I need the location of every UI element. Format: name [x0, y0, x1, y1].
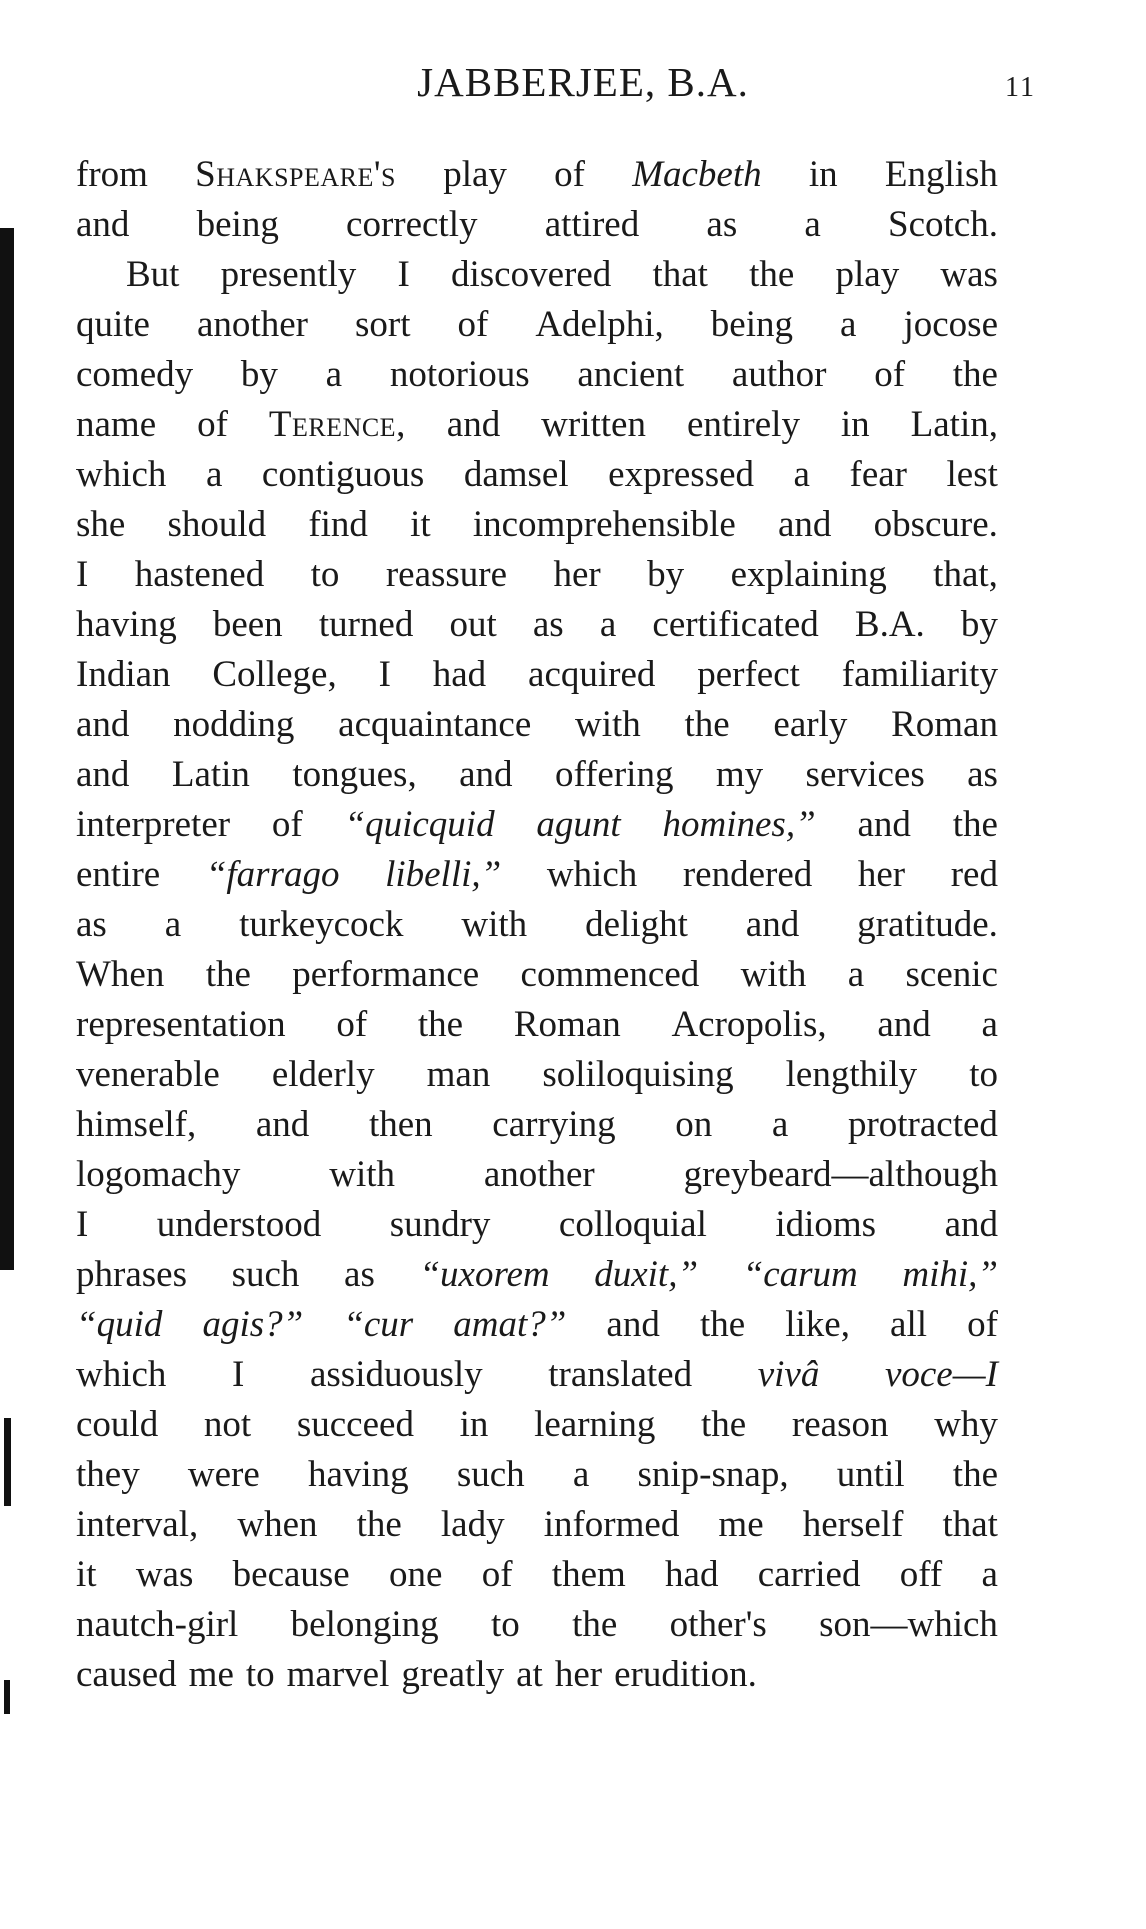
- word: a: [793, 454, 810, 495]
- word: should: [167, 504, 267, 545]
- word: logomachy: [76, 1154, 241, 1195]
- word: vivâ: [757, 1354, 820, 1395]
- word: me: [718, 1504, 764, 1545]
- word: notorious: [389, 354, 530, 395]
- word: Roman: [513, 1004, 621, 1045]
- word: duxit,”: [594, 1254, 699, 1295]
- word: out: [449, 604, 497, 645]
- word: Macbeth: [632, 154, 762, 195]
- text-line: [76, 1600, 998, 1650]
- word: of: [197, 404, 228, 445]
- word: marvel: [286, 1654, 390, 1695]
- word: name: [76, 404, 157, 445]
- word: the: [684, 704, 730, 745]
- word: B.A.: [854, 604, 925, 645]
- word: attired: [544, 204, 640, 245]
- word: by: [647, 554, 685, 595]
- text-line: [76, 800, 998, 850]
- scan-edge-mark-tail: [4, 1680, 10, 1714]
- word: of: [967, 1304, 998, 1345]
- word: phrases: [76, 1254, 187, 1295]
- word: and: [745, 904, 800, 945]
- word: in: [459, 1404, 489, 1445]
- word: it: [76, 1554, 97, 1595]
- word: services: [805, 754, 925, 795]
- word: Terence,: [268, 404, 406, 445]
- word: the: [952, 804, 998, 845]
- text-line: [76, 950, 998, 1000]
- text-line: [76, 700, 998, 750]
- word: of: [554, 154, 585, 195]
- word: which: [76, 1354, 167, 1395]
- word: nodding: [173, 704, 295, 745]
- word: had: [665, 1554, 719, 1595]
- word: reason: [791, 1404, 889, 1445]
- word: caused: [76, 1654, 177, 1695]
- text-line: [76, 1200, 998, 1250]
- word: reassure: [385, 554, 508, 595]
- page-header: [0, 52, 1146, 112]
- text-line: [76, 350, 998, 400]
- text-line: [76, 500, 998, 550]
- word: I: [378, 654, 391, 695]
- word: informed: [543, 1504, 680, 1545]
- text-line: [76, 1000, 998, 1050]
- word: having: [76, 604, 177, 645]
- word: and: [76, 754, 130, 795]
- word: the: [952, 354, 998, 395]
- text-line: [76, 850, 998, 900]
- word: voce—I: [884, 1354, 998, 1395]
- word: all: [890, 1304, 928, 1345]
- word: been: [212, 604, 283, 645]
- text-line: [76, 550, 998, 600]
- word: the: [356, 1504, 402, 1545]
- word: by: [240, 354, 278, 395]
- word: a: [599, 604, 617, 645]
- word: certificated: [652, 604, 819, 645]
- word: Acropolis,: [671, 1004, 827, 1045]
- word: I: [76, 1204, 89, 1245]
- page-number: 11: [1005, 72, 1036, 103]
- text-line: [76, 250, 998, 300]
- word: elderly: [271, 1054, 375, 1095]
- word: agunt: [536, 804, 621, 845]
- word: and: [778, 504, 832, 545]
- word: when: [237, 1504, 318, 1545]
- word: “carum: [742, 1254, 858, 1295]
- word: interval,: [76, 1504, 199, 1545]
- word: acquaintance: [338, 704, 532, 745]
- word: which: [546, 854, 638, 895]
- word: play: [835, 254, 900, 295]
- word: as: [967, 754, 998, 795]
- word: could: [76, 1404, 159, 1445]
- text-line: [76, 1250, 998, 1300]
- text-line: [76, 1300, 998, 1350]
- word: rendered: [682, 854, 813, 895]
- word: to: [969, 1054, 998, 1095]
- word: of: [481, 1554, 513, 1595]
- word: I: [397, 254, 410, 295]
- word: herself: [802, 1504, 904, 1545]
- word: her: [554, 1654, 603, 1695]
- word: delight: [585, 904, 688, 945]
- word: was: [135, 1554, 194, 1595]
- text-line: [76, 650, 998, 700]
- word: a: [205, 454, 223, 495]
- word: which: [76, 454, 167, 495]
- word: erudition.: [614, 1654, 757, 1695]
- word: and: [459, 754, 513, 795]
- word: performance: [292, 954, 480, 995]
- word: her: [857, 854, 906, 895]
- word: play: [443, 154, 507, 195]
- word: of: [457, 304, 489, 345]
- word: them: [551, 1554, 626, 1595]
- text-line: [76, 400, 998, 450]
- word: by: [960, 604, 998, 645]
- word: son—which: [819, 1604, 998, 1645]
- scan-edge-mark-bottom: [4, 1418, 11, 1506]
- word: mihi,”: [902, 1254, 998, 1295]
- word: fear: [849, 454, 907, 495]
- word: as: [344, 1254, 375, 1295]
- text-line: [76, 450, 998, 500]
- word: then: [368, 1104, 433, 1145]
- word: from: [76, 154, 148, 195]
- word: it: [410, 504, 431, 545]
- word: “farrago: [205, 854, 340, 895]
- word: I: [76, 554, 89, 595]
- word: hastened: [134, 554, 265, 595]
- word: translated: [548, 1354, 693, 1395]
- word: such: [231, 1254, 300, 1295]
- word: and: [857, 804, 911, 845]
- word: such: [456, 1454, 525, 1495]
- word: her: [553, 554, 601, 595]
- word: “quid: [76, 1304, 163, 1345]
- word: idioms: [775, 1204, 877, 1245]
- text-line: [76, 200, 998, 250]
- word: learning: [534, 1404, 656, 1445]
- word: Scotch.: [888, 204, 998, 245]
- word: a: [325, 354, 343, 395]
- text-line: [76, 1550, 998, 1600]
- word: and: [446, 404, 501, 445]
- word: the: [699, 1304, 746, 1345]
- word: find: [308, 504, 368, 545]
- word: amat?”: [453, 1304, 567, 1345]
- word: turned: [318, 604, 414, 645]
- word: was: [940, 254, 998, 295]
- word: expressed: [608, 454, 755, 495]
- word: that: [652, 254, 708, 295]
- text-line: [76, 1450, 998, 1500]
- word: as: [532, 604, 564, 645]
- word: Roman: [891, 704, 998, 745]
- word: “quicquid: [344, 804, 495, 845]
- text-line: [76, 1100, 998, 1150]
- word: like,: [785, 1304, 850, 1345]
- running-title: JABBERJEE, B.A.: [417, 59, 749, 105]
- word: early: [773, 704, 848, 745]
- word: and: [76, 704, 130, 745]
- word: with: [329, 1154, 395, 1195]
- word: having: [307, 1454, 409, 1495]
- word: had: [432, 654, 487, 695]
- word: carrying: [492, 1104, 616, 1145]
- word: carried: [757, 1554, 861, 1595]
- word: I: [232, 1354, 245, 1395]
- text-line: [76, 300, 998, 350]
- word: greatly: [401, 1654, 505, 1695]
- word: another: [483, 1154, 595, 1195]
- word: with: [461, 904, 528, 945]
- text-line: [76, 1050, 998, 1100]
- word: that,: [933, 554, 998, 595]
- word: as: [76, 904, 107, 945]
- word: obscure.: [873, 504, 998, 545]
- word: entirely: [686, 404, 800, 445]
- word: with: [740, 954, 807, 995]
- text-line: [76, 1500, 998, 1550]
- word: Indian: [76, 654, 171, 695]
- word: offering: [554, 754, 674, 795]
- text-line: [76, 1150, 998, 1200]
- word: soliloquising: [542, 1054, 734, 1095]
- word: a: [981, 1004, 998, 1045]
- word: presently: [220, 254, 357, 295]
- word: snip-snap,: [637, 1454, 789, 1495]
- word: Latin: [171, 754, 250, 795]
- word: being: [196, 204, 279, 245]
- scan-edge-mark-top: [0, 228, 14, 1270]
- word: ancient: [577, 354, 685, 395]
- word: tongues,: [292, 754, 417, 795]
- word: assiduously: [309, 1354, 483, 1395]
- word: homines,”: [662, 804, 816, 845]
- word: comedy: [76, 354, 194, 395]
- word: the: [417, 1004, 464, 1045]
- word: as: [706, 204, 738, 245]
- word: until: [836, 1454, 905, 1495]
- word: and: [255, 1104, 310, 1145]
- word: “uxorem: [419, 1254, 550, 1295]
- word: lest: [946, 454, 998, 495]
- word: a: [981, 1554, 998, 1595]
- word: “cur: [343, 1304, 414, 1345]
- word: in: [840, 404, 870, 445]
- word: damsel: [463, 454, 569, 495]
- word: sort: [354, 304, 411, 345]
- word: discovered: [450, 254, 612, 295]
- word: to: [245, 1654, 275, 1695]
- word: a: [847, 954, 865, 995]
- word: a: [572, 1454, 590, 1495]
- word: and: [877, 1004, 931, 1045]
- word: Latin,: [910, 404, 998, 445]
- word: on: [675, 1104, 713, 1145]
- word: they: [76, 1454, 140, 1495]
- word: perfect: [697, 654, 800, 695]
- text-line: [76, 150, 998, 200]
- word: and: [944, 1204, 998, 1245]
- word: a: [804, 204, 821, 245]
- word: turkeycock: [239, 904, 404, 945]
- text-line: [76, 1650, 998, 1700]
- word: me: [188, 1654, 234, 1695]
- word: colloquial: [558, 1204, 707, 1245]
- word: other's: [669, 1604, 767, 1645]
- word: College,: [212, 654, 337, 695]
- word: greybeard—although: [683, 1154, 998, 1195]
- word: to: [491, 1604, 520, 1645]
- word: quite: [76, 304, 150, 345]
- text-line: [76, 900, 998, 950]
- word: red: [950, 854, 998, 895]
- word: the: [749, 254, 795, 295]
- word: familiarity: [841, 654, 998, 695]
- word: belonging: [290, 1604, 439, 1645]
- word: with: [574, 704, 641, 745]
- word: the: [205, 954, 251, 995]
- word: acquired: [528, 654, 656, 695]
- word: agis?”: [202, 1304, 304, 1345]
- body-text: [76, 150, 998, 1700]
- word: lady: [440, 1504, 505, 1545]
- word: explaining: [730, 554, 887, 595]
- word: scenic: [905, 954, 998, 995]
- word: venerable: [76, 1054, 220, 1095]
- text-line: [76, 1400, 998, 1450]
- text-line: [76, 600, 998, 650]
- word: gratitude.: [857, 904, 998, 945]
- word: the: [572, 1604, 618, 1645]
- word: she: [76, 504, 126, 545]
- word: and: [76, 204, 130, 245]
- word: a: [771, 1104, 789, 1145]
- word: to: [310, 554, 340, 595]
- word: author: [731, 354, 827, 395]
- word: and: [606, 1304, 660, 1345]
- word: were: [187, 1454, 260, 1495]
- word: another: [197, 304, 308, 345]
- word: the: [952, 1454, 998, 1495]
- word: Shakspeare's: [195, 154, 396, 195]
- word: incomprehensible: [472, 504, 736, 545]
- word: lengthily: [785, 1054, 918, 1095]
- word: my: [715, 754, 764, 795]
- word: entire: [76, 854, 161, 895]
- word: libelli,”: [385, 854, 502, 895]
- word: Adelphi,: [535, 304, 664, 345]
- word: understood: [156, 1204, 322, 1245]
- word: the: [701, 1404, 747, 1445]
- word: of: [336, 1004, 368, 1045]
- word: one: [389, 1554, 443, 1595]
- word: because: [232, 1554, 350, 1595]
- word: written: [541, 404, 646, 445]
- word: why: [934, 1404, 998, 1445]
- word: correctly: [346, 204, 478, 245]
- text-line: [76, 1350, 998, 1400]
- word: jocose: [903, 304, 998, 345]
- word: But: [126, 254, 180, 295]
- word: a: [840, 304, 857, 345]
- word: nautch-girl: [76, 1604, 239, 1645]
- word: a: [164, 904, 182, 945]
- word: English: [884, 154, 998, 195]
- word: of: [874, 354, 906, 395]
- word: sundry: [389, 1204, 491, 1245]
- word: protracted: [847, 1104, 998, 1145]
- word: at: [516, 1654, 543, 1695]
- word: off: [899, 1554, 943, 1595]
- text-line: [76, 750, 998, 800]
- word: interpreter: [76, 804, 231, 845]
- word: man: [426, 1054, 491, 1095]
- word: commenced: [520, 954, 700, 995]
- word: When: [76, 954, 165, 995]
- word: being: [710, 304, 793, 345]
- word: of: [271, 804, 303, 845]
- word: representation: [76, 1004, 286, 1045]
- word: himself,: [76, 1104, 197, 1145]
- word: in: [808, 154, 838, 195]
- word: that: [942, 1504, 998, 1545]
- word: not: [203, 1404, 252, 1445]
- word: contiguous: [261, 454, 425, 495]
- word: succeed: [296, 1404, 414, 1445]
